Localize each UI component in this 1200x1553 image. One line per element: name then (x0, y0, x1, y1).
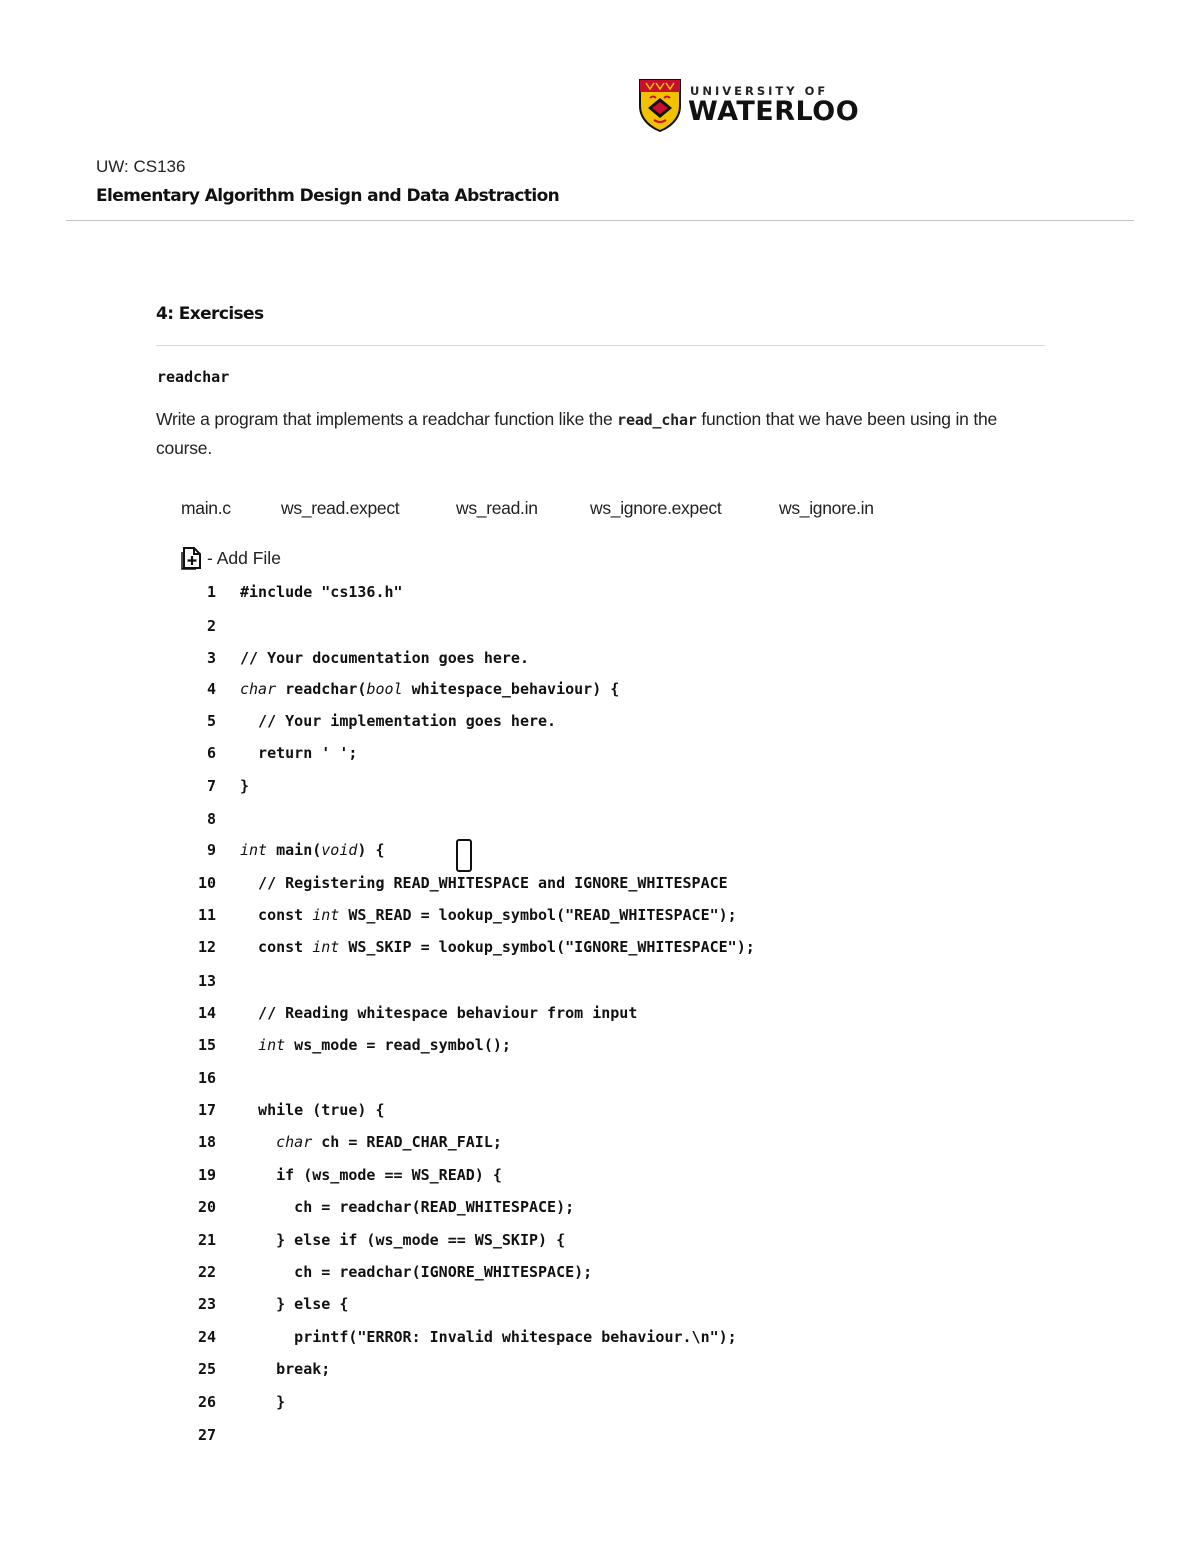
code-text: int main(void) { (240, 841, 385, 859)
line-number: 11 (197, 906, 216, 924)
code-text: return ' '; (240, 744, 358, 762)
code-text: int ws_mode = read_symbol(); (258, 1036, 511, 1054)
line-number: 4 (206, 680, 216, 698)
logo-line-2: WATERLOO (688, 95, 860, 127)
line-number: 1 (206, 583, 216, 601)
line-number: 6 (206, 744, 216, 762)
course-code: UW: CS136 (96, 157, 186, 176)
line-number: 20 (197, 1198, 216, 1216)
line-number: 15 (197, 1036, 216, 1054)
code-text: // Registering READ_WHITESPACE and IGNORE_WHITESPACE (240, 874, 728, 892)
logo-line-1: UNIVERSITY OF (690, 83, 829, 98)
description-text-1: Write a program that implements a readchar function like the (156, 409, 618, 429)
tab-ws-ignore-expect[interactable]: ws_ignore.expect (590, 498, 722, 518)
line-number: 18 (197, 1133, 216, 1151)
code-text: // Your documentation goes here. (240, 649, 529, 667)
section-title: 4: Exercises (156, 304, 264, 324)
line-number: 3 (206, 649, 216, 667)
university-logo (638, 78, 859, 132)
line-number: 13 (197, 972, 216, 990)
line-number: 24 (197, 1328, 216, 1346)
code-text: } (240, 777, 250, 795)
file-plus-icon (181, 546, 203, 570)
code-text: break; (240, 1360, 331, 1378)
add-file-button[interactable] (181, 546, 281, 570)
code-text: } else if (ws_mode == WS_SKIP) { (240, 1231, 566, 1249)
code-text: // Reading whitespace behaviour from input (240, 1004, 638, 1022)
line-number: 23 (197, 1295, 216, 1313)
code-text: char ch = READ_CHAR_FAIL; (276, 1133, 502, 1151)
code-text: const int WS_SKIP = lookup_symbol("IGNORE_WHITESPACE"); (240, 938, 755, 956)
line-number: 2 (206, 617, 216, 635)
description-code: read_char (617, 411, 697, 429)
code-text: while (true) { (240, 1101, 385, 1119)
code-text: if (ws_mode == WS_READ) { (240, 1166, 502, 1184)
line-number: 5 (206, 712, 216, 730)
code-text: } (240, 1393, 286, 1411)
code-text: // Your implementation goes here. (240, 712, 557, 730)
course-title: Elementary Algorithm Design and Data Abstraction (96, 186, 560, 206)
code-text: ch = readchar(READ_WHITESPACE); (240, 1198, 575, 1216)
code-text: const int WS_READ = lookup_symbol("READ_WHITESPACE"); (240, 906, 737, 924)
shield-crest-icon (638, 78, 682, 132)
section-divider (156, 345, 1045, 346)
exercise-description (156, 405, 1046, 462)
line-number: 22 (197, 1263, 216, 1281)
exercise-name: readchar (157, 368, 230, 386)
line-number: 9 (206, 841, 216, 859)
line-number: 12 (197, 938, 216, 956)
line-number: 25 (197, 1360, 216, 1378)
description-text-2: function that we have been using in the course. (156, 409, 998, 458)
line-number: 17 (197, 1101, 216, 1119)
code-text: #include "cs136.h" (240, 583, 403, 601)
line-number: 21 (197, 1231, 216, 1249)
line-number: 10 (197, 874, 216, 892)
tab-ws-ignore-in[interactable]: ws_ignore.in (779, 498, 874, 518)
code-text: char readchar(bool whitespace_behaviour) { (240, 680, 620, 698)
line-number: 8 (206, 810, 216, 828)
line-number: 16 (197, 1069, 216, 1087)
line-number: 27 (197, 1426, 216, 1444)
tab-ws-read-expect[interactable]: ws_read.expect (281, 498, 400, 518)
line-number: 26 (197, 1393, 216, 1411)
tab-main-c[interactable]: main.c (181, 498, 231, 518)
line-number: 19 (197, 1166, 216, 1184)
header-divider (66, 220, 1134, 221)
add-file-label: - Add File (207, 547, 281, 568)
code-text: } else { (240, 1295, 349, 1313)
code-text: ch = readchar(IGNORE_WHITESPACE); (240, 1263, 593, 1281)
line-number: 7 (206, 777, 216, 795)
code-text: printf("ERROR: Invalid whitespace behaviour.\n"); (240, 1328, 737, 1346)
tab-ws-read-in[interactable]: ws_read.in (456, 498, 538, 518)
line-number: 14 (197, 1004, 216, 1022)
text-cursor (456, 839, 472, 872)
